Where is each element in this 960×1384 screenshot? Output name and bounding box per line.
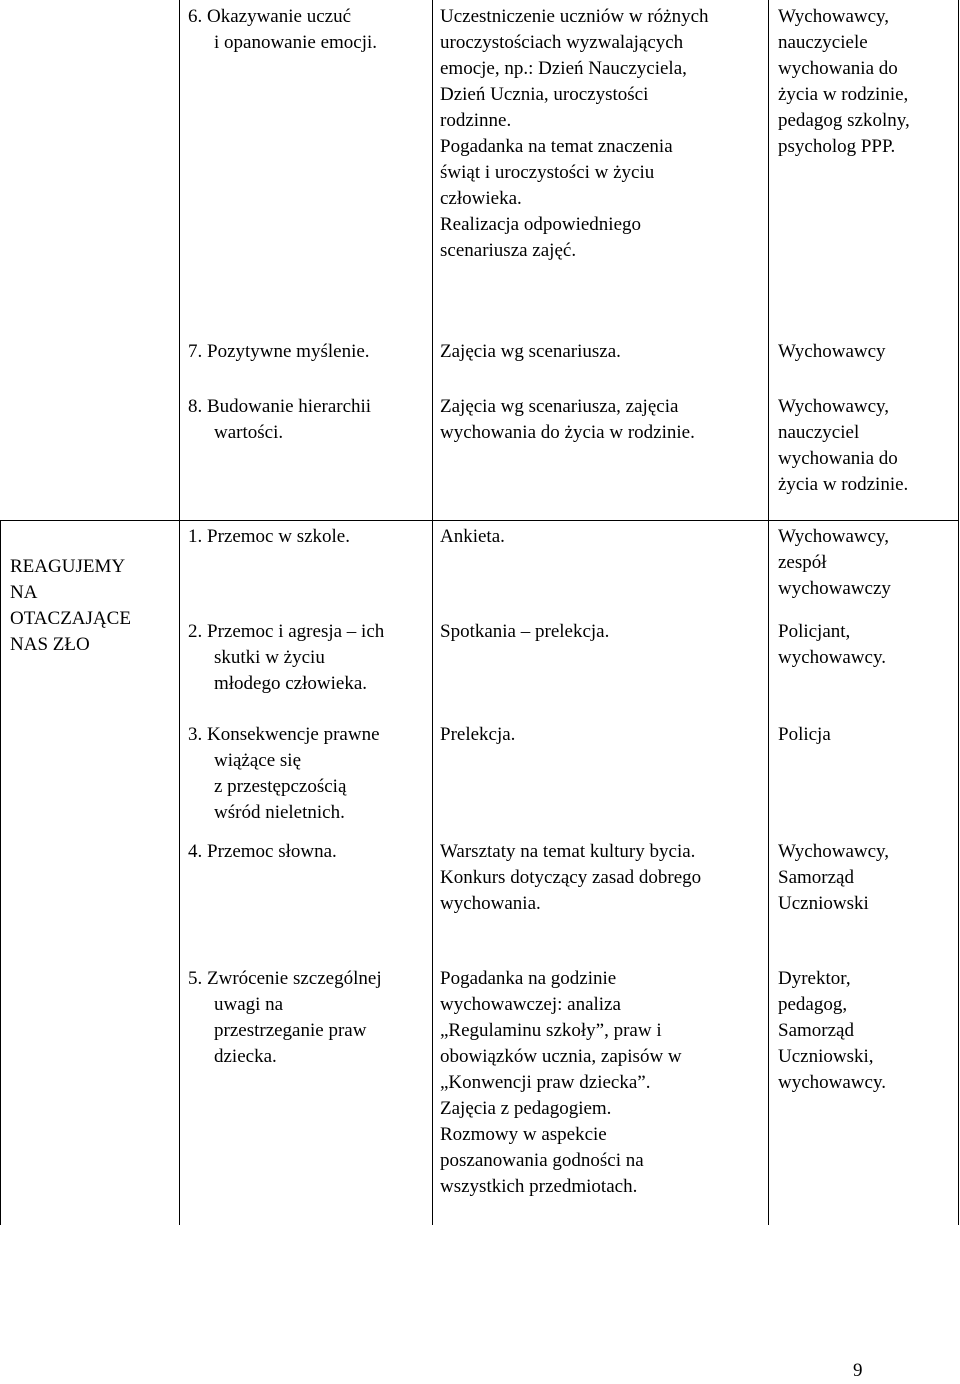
form-8 — [440, 394, 765, 446]
resp-s4-line: Uczniowski — [778, 893, 869, 914]
form-6-line: Pogadanka na temat znaczenia — [440, 136, 673, 157]
resp-7: Wychowawcy — [778, 341, 886, 362]
resp-s5 — [778, 966, 956, 1096]
form-s4 — [440, 839, 765, 917]
resp-s1-line: wychowawczy — [778, 578, 891, 599]
resp-s1-line: zespół — [778, 552, 827, 573]
form-s2: Spotkania – prelekcja. — [440, 621, 610, 642]
form-s1: Ankieta. — [440, 526, 505, 547]
resp-6-line: życia w rodzinie, — [778, 84, 909, 105]
resp-s4 — [778, 839, 956, 917]
resp-s2-line: Policjant, — [778, 621, 851, 642]
resp-s2-line: wychowawcy. — [778, 647, 886, 668]
topic-s5-line2: uwagi na — [214, 994, 284, 1015]
resp-s1 — [778, 524, 956, 602]
resp-8-line: wychowania do — [778, 448, 898, 469]
topic-7: 7. Pozytywne myślenie. — [188, 341, 370, 362]
topic-6-line1: 6. Okazywanie uczuć — [188, 6, 352, 27]
form-6-line: świąt i uroczystości w życiu — [440, 162, 655, 183]
form-s5-line: „Regulaminu szkoły”, praw i — [440, 1020, 662, 1041]
form-6-line: człowieka. — [440, 188, 522, 209]
resp-6-line: psycholog PPP. — [778, 136, 896, 157]
form-s4-line: Konkurs dotyczący zasad dobrego — [440, 867, 702, 888]
topic-8-line2: wartości. — [214, 422, 284, 443]
topic-s5-line4: dziecka. — [214, 1046, 277, 1067]
resp-s5-line: wychowawcy. — [778, 1072, 886, 1093]
col-border-topic — [432, 0, 433, 1225]
section-divider — [0, 520, 959, 521]
resp-6-line: pedagog szkolny, — [778, 110, 910, 131]
topic-8-line1: 8. Budowanie hierarchii — [188, 396, 372, 417]
topic-s2-line1: 2. Przemoc i agresja – ich — [188, 621, 385, 642]
resp-s4-line: Wychowawcy, — [778, 841, 890, 862]
form-s5-line: wychowawczej: analiza — [440, 994, 621, 1015]
resp-6-line: Wychowawcy, — [778, 6, 890, 27]
resp-6-line: wychowania do — [778, 58, 898, 79]
resp-s1-line: Wychowawcy, — [778, 526, 890, 547]
form-s4-line: wychowania. — [440, 893, 541, 914]
form-6-line: scenariusza zajęć. — [440, 240, 577, 261]
section-title-line: REAGUJEMY — [10, 556, 126, 577]
topic-8 — [188, 394, 428, 446]
form-s5-line: wszystkich przedmiotach. — [440, 1176, 638, 1197]
resp-6 — [778, 4, 956, 160]
form-6-line: Realizacja odpowiedniego — [440, 214, 642, 235]
topic-s5-line1: 5. Zwrócenie szczególnej — [188, 968, 382, 989]
topic-s4: 4. Przemoc słowna. — [188, 841, 337, 862]
section-title — [10, 554, 175, 658]
topic-s5 — [188, 966, 428, 1070]
resp-8 — [778, 394, 956, 498]
topic-s2 — [188, 619, 428, 697]
form-s3: Prelekcja. — [440, 724, 516, 745]
col-border-right — [958, 0, 959, 1225]
resp-8-line: Wychowawcy, — [778, 396, 890, 417]
form-s5-line: „Konwencji praw dziecka”. — [440, 1072, 651, 1093]
resp-s5-line: Dyrektor, — [778, 968, 851, 989]
topic-s3-line4: wśród nieletnich. — [214, 802, 345, 823]
form-6-line: uroczystościach wyzwalających — [440, 32, 684, 53]
col-border-form — [768, 0, 769, 1225]
resp-8-line: życia w rodzinie. — [778, 474, 909, 495]
form-s4-line: Warsztaty na temat kultury bycia. — [440, 841, 696, 862]
form-s5-line: obowiązków ucznia, zapisów w — [440, 1046, 682, 1067]
form-s5-line: poszanowania godności na — [440, 1150, 644, 1171]
form-s5-line: Rozmowy w aspekcie — [440, 1124, 607, 1145]
form-6 — [440, 4, 765, 264]
topic-s3-line2: wiążące się — [214, 750, 302, 771]
resp-s5-line: pedagog, — [778, 994, 848, 1015]
resp-s3: Policja — [778, 724, 831, 745]
form-8-line: Zajęcia wg scenariusza, zajęcia — [440, 396, 679, 417]
section-title-line: NA — [10, 582, 38, 603]
form-8-line: wychowania do życia w rodzinie. — [440, 422, 695, 443]
form-6-line: Uczestniczenie uczniów w różnych — [440, 6, 709, 27]
resp-s4-line: Samorząd — [778, 867, 854, 888]
form-s5 — [440, 966, 765, 1200]
form-s5-line: Zajęcia z pedagogiem. — [440, 1098, 612, 1119]
topic-s1: 1. Przemoc w szkole. — [188, 526, 350, 547]
form-6-line: Dzień Ucznia, uroczystości — [440, 84, 649, 105]
form-6-line: emocje, np.: Dzień Nauczyciela, — [440, 58, 687, 79]
topic-s2-line3: młodego człowieka. — [214, 673, 368, 694]
col-border-left — [0, 520, 1, 1225]
resp-s2 — [778, 619, 956, 671]
form-s5-line: Pogadanka na godzinie — [440, 968, 617, 989]
section-title-line: NAS ZŁO — [10, 634, 90, 655]
resp-s5-line: Samorząd — [778, 1020, 854, 1041]
form-6-line: rodzinne. — [440, 110, 512, 131]
topic-s3-line1: 3. Konsekwencje prawne — [188, 724, 380, 745]
topic-s2-line2: skutki w życiu — [214, 647, 325, 668]
resp-s5-line: Uczniowski, — [778, 1046, 874, 1067]
topic-s3-line3: z przestępczością — [214, 776, 347, 797]
topic-6-line2: i opanowanie emocji. — [214, 32, 378, 53]
topic-s3 — [188, 722, 428, 826]
form-7: Zajęcia wg scenariusza. — [440, 341, 621, 362]
resp-6-line: nauczyciele — [778, 32, 868, 53]
resp-8-line: nauczyciel — [778, 422, 860, 443]
topic-6 — [188, 4, 428, 56]
page-number: 9 — [853, 1360, 863, 1381]
col-border-section — [179, 0, 180, 1225]
section-title-line: OTACZAJĄCE — [10, 608, 131, 629]
topic-s5-line3: przestrzeganie praw — [214, 1020, 367, 1041]
